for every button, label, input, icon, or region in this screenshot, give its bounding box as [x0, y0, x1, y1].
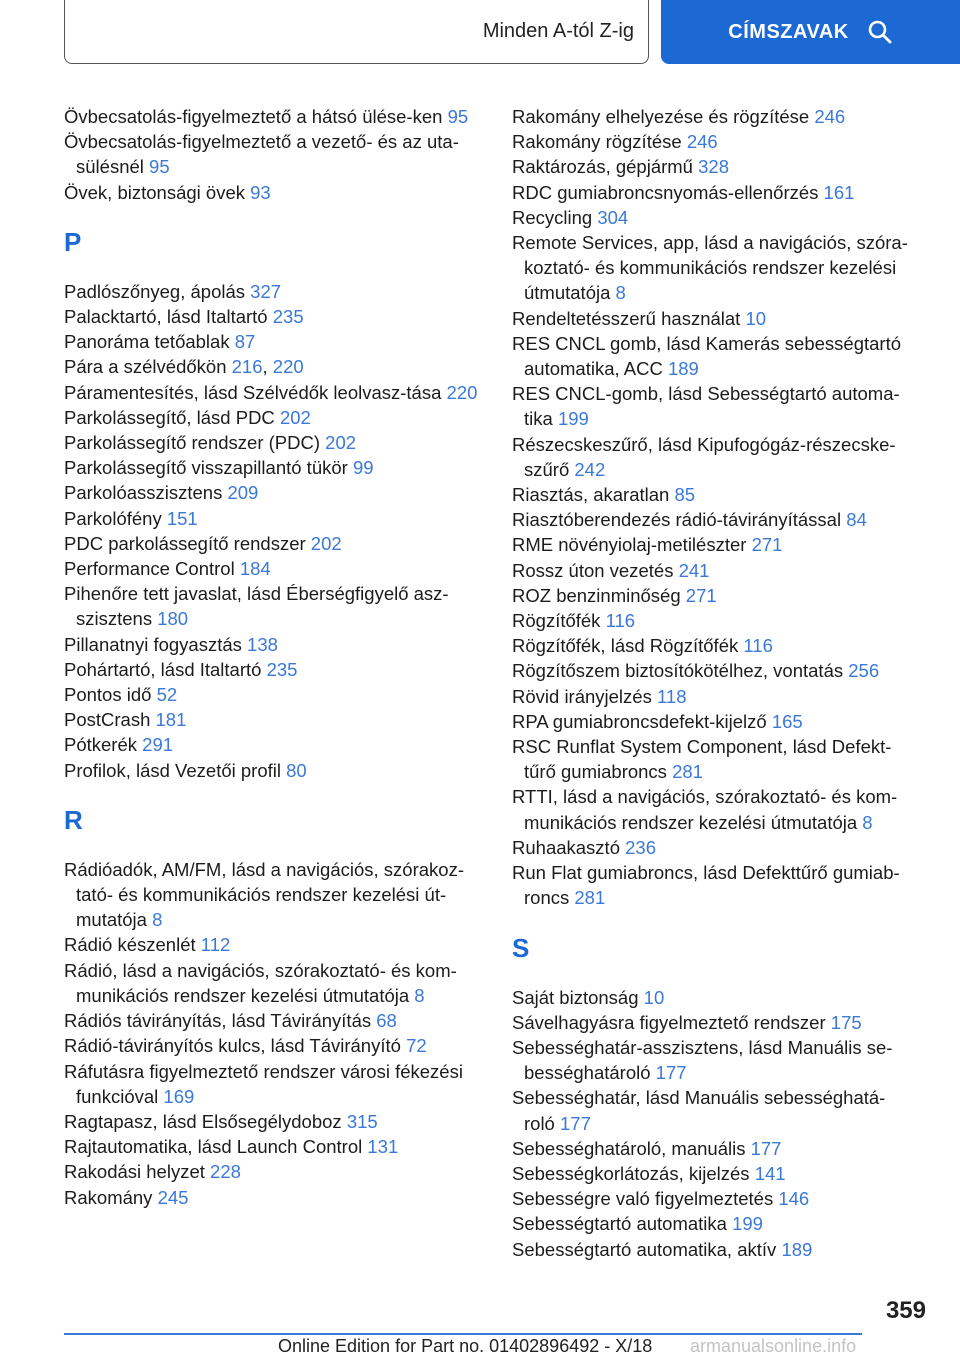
index-entry-text: Parkolássegítő visszapillantó tükör [64, 457, 348, 479]
index-entry [512, 734, 912, 784]
page-link[interactable]: 118 [656, 685, 687, 707]
page-link[interactable]: 241 [678, 559, 710, 581]
index-entry [512, 532, 912, 557]
index-entry [64, 1008, 484, 1033]
index-entry-text: Pillanatnyi fogyasztás [64, 633, 242, 655]
index-entry-text: Rossz úton vezetés [512, 559, 674, 581]
index-entry [512, 1237, 912, 1262]
index-entry [64, 958, 484, 1008]
index-entry-text: Részecskeszűrő, lásd Kipufogógáz-részecske-szűrő [512, 433, 896, 480]
index-entry [64, 329, 484, 354]
index-entry-text: ROZ benzinminőség [512, 584, 681, 606]
index-entry [512, 860, 912, 910]
page-link[interactable]: 281 [574, 887, 606, 909]
footer-divider [64, 1333, 862, 1335]
page-link[interactable]: 161 [823, 181, 855, 203]
index-entry-text: Rádió-távirányítós kulcs, lásd Távirányító [64, 1035, 401, 1057]
page-link[interactable]: 95 [447, 106, 469, 127]
index-entry [64, 1159, 484, 1184]
page-link[interactable]: 202 [310, 532, 342, 554]
index-entry-text: Riasztás, akaratlan [512, 484, 670, 506]
page-link[interactable]: 246 [686, 131, 718, 153]
page-link[interactable]: 112 [200, 934, 231, 956]
index-entry-text: Sebességtartó automatika [512, 1213, 727, 1235]
page-link[interactable]: 246 [814, 106, 846, 127]
page-link[interactable]: 199 [732, 1213, 763, 1235]
page-link[interactable]: 256 [848, 660, 880, 682]
index-entry-text: Páramentesítés, lásd Szélvédők leolvasz-tása [64, 381, 442, 403]
index-entry [512, 658, 912, 683]
page-link[interactable]: 116 [605, 610, 636, 632]
page-link[interactable]: 72 [406, 1035, 427, 1057]
index-entry [512, 709, 912, 734]
page-link[interactable]: 165 [771, 710, 803, 732]
index-entry [64, 279, 484, 304]
page-link[interactable]: 291 [142, 734, 174, 756]
index-entry [64, 1134, 484, 1159]
header-tab-a-z[interactable] [64, 0, 649, 64]
index-entry-text: RES CNCL gomb, lásd Kamerás sebességtartó automatika, ACC [512, 332, 902, 380]
search-label: CÍMSZAVAK [728, 20, 849, 43]
index-entry [64, 932, 484, 957]
index-entry: Pára a szélvédőkön 216, 220 [64, 356, 304, 378]
page-link[interactable]: 68 [376, 1010, 397, 1032]
index-entry [512, 608, 912, 633]
page-link[interactable]: 220 [446, 381, 478, 403]
index-entry [64, 104, 484, 129]
index-column-right [512, 104, 912, 1262]
index-entry-text: Padlószőnyeg, ápolás [64, 280, 246, 302]
page-link[interactable]: 10 [745, 307, 767, 329]
index-entry [512, 1186, 912, 1211]
page-link[interactable]: 209 [227, 482, 259, 504]
page-link[interactable]: 87 [234, 331, 256, 353]
index-entry [64, 430, 484, 455]
index-entry-text: Övek, biztonsági övek [64, 181, 245, 203]
section-letter: S [512, 932, 530, 963]
page-link[interactable]: 8 [414, 984, 425, 1006]
index-entry-text: Rádió, lásd a navigációs, szórakoztató- és kom-munikációs rendszer kezelési útmutatója [64, 959, 457, 1006]
page-link[interactable]: 146 [778, 1188, 810, 1210]
page-link[interactable]: 10 [643, 986, 665, 1008]
page-link[interactable]: 8 [862, 811, 873, 833]
index-entry-text: Parkolássegítő rendszer (PDC) [64, 432, 321, 454]
index-entry-text: Sávelhagyásra figyelmeztető rendszer [512, 1011, 826, 1033]
page-link[interactable]: 271 [751, 534, 783, 556]
page-link[interactable]: 180 [157, 608, 189, 630]
index-entry-text: Panoráma tetőablak [64, 331, 230, 353]
index-entry-text: Pohártartó, lásd Italtartó [64, 658, 262, 680]
page-link[interactable]: 189 [781, 1238, 813, 1260]
index-entry-text: Rakomány elhelyezése és rögzítése [512, 106, 810, 127]
index-entry-text: Parkolóasszisztens [64, 482, 223, 504]
index-entry [64, 180, 484, 205]
index-entry [64, 732, 484, 757]
page-link[interactable]: 228 [210, 1161, 241, 1183]
index-entry [512, 835, 912, 860]
index-entry-text: Rövid irányjelzés [512, 685, 652, 707]
page-link[interactable]: 202 [279, 406, 311, 428]
index-entry-text: Pótkerék [64, 734, 138, 756]
keyword-search-button[interactable] [661, 0, 960, 64]
index-entry-text: Rádióadók, AM/FM, lásd a navigációs, szórakoz-tató- és kommunikációs rendszer kezelési út-mutatója [64, 858, 464, 931]
index-entry-text: RES CNCL-gomb, lásd Sebességtartó automa-tika [512, 383, 900, 430]
page-link[interactable]: 216 [231, 356, 263, 378]
index-entry-text: RSC Runflat System Component, lásd Defekt-tűrő gumiabroncs [512, 736, 892, 783]
index-entry-text: Sebességre való figyelmeztetés [512, 1188, 774, 1210]
index-entry-text: RDC gumiabroncsnyomás-ellenőrzés [512, 181, 819, 203]
index-entry [64, 506, 484, 531]
index-entry-text: Run Flat gumiabroncs, lásd Defekttűrő gumiab-roncs [512, 862, 900, 909]
page-link[interactable]: 181 [155, 709, 187, 731]
index-entry-text: Performance Control [64, 558, 235, 580]
index-entry-text: Rögzítőszem biztosítókötélhez, vontatás [512, 660, 844, 682]
index-entry-text: Pára a szélvédőkön [64, 356, 227, 378]
index-entry [64, 531, 484, 556]
index-entry-text: Rakomány [64, 1186, 153, 1208]
index-entry [512, 1211, 912, 1236]
index-column-left [64, 104, 484, 1210]
page-link[interactable]: 245 [157, 1186, 189, 1208]
index-entry [512, 432, 912, 482]
index-entry [512, 230, 912, 306]
index-entry [512, 633, 912, 658]
section-letter: R [64, 804, 83, 835]
index-entry [512, 180, 912, 205]
index-entry [64, 857, 484, 933]
index-entry [512, 1035, 912, 1085]
index-entry [64, 657, 484, 682]
index-entry-text: Sebességkorlátozás, kijelzés [512, 1162, 750, 1184]
index-entry [512, 784, 912, 834]
index-entry-text: PDC parkolássegítő rendszer [64, 532, 306, 554]
index-entry-text: Profilok, lásd Vezetői profil [64, 759, 281, 781]
index-entry-text: Sebességhatár, lásd Manuális sebességhatá-roló [512, 1087, 886, 1134]
index-entry [512, 558, 912, 583]
index-entry-text: RTTI, lásd a navigációs, szórakoztató- és kom-munikációs rendszer kezelési útmutatója [512, 786, 898, 833]
index-entry-text: Pihenőre tett javaslat, lásd Éberségfigyelő asz-szisztens [64, 583, 449, 630]
index-entry-text: Rakomány rögzítése [512, 131, 682, 153]
index-entry-text: Raktározás, gépjármű [512, 156, 693, 178]
index-entry [512, 583, 912, 608]
index-entry-text: Rögzítőfék [512, 610, 601, 632]
header-tab-label: Minden A-tól Z-ig [482, 20, 634, 42]
index-entry-text: Palacktartó, lásd Italtartó [64, 306, 268, 328]
index-entry-text: Pontos idő [64, 684, 152, 706]
index-entry [64, 556, 484, 581]
index-entry-text: Ragtapasz, lásd Elsősegélydoboz [64, 1110, 342, 1132]
watermark: armanualsonline.info [690, 1336, 857, 1356]
index-entry [64, 632, 484, 657]
index-entry [64, 480, 484, 505]
index-entry [512, 129, 912, 154]
index-entry [512, 1136, 912, 1161]
page-link[interactable]: 184 [239, 558, 271, 580]
index-entry [512, 507, 912, 532]
index-entry-text: RME növényiolaj-metilészter [512, 534, 747, 556]
index-entry-text: PostCrash [64, 709, 151, 731]
index-entry [512, 381, 912, 431]
page-link[interactable]: 141 [754, 1162, 786, 1184]
index-entry [64, 1185, 484, 1210]
page-link[interactable]: 242 [574, 458, 606, 480]
index-entry-text: Ráfutásra figyelmeztető rendszer városi fékezési funkcióval [64, 1060, 463, 1107]
index-entry [64, 1109, 484, 1134]
page-link[interactable]: 151 [166, 507, 198, 529]
index-entry-text: Parkolássegítő, lásd PDC [64, 406, 275, 428]
index-entry-text: Rádiós távirányítás, lásd Távirányítás [64, 1010, 372, 1032]
page-link[interactable]: 189 [667, 358, 699, 380]
page-link[interactable]: 327 [250, 280, 282, 302]
index-entry-text: RPA gumiabroncsdefekt-kijelző [512, 710, 767, 732]
page-link[interactable]: 175 [830, 1011, 862, 1033]
page-link[interactable]: 8 [152, 909, 163, 931]
index-entry-text: Recycling [512, 206, 593, 228]
page-link[interactable]: 304 [597, 206, 629, 228]
index-entry-text: Sebességhatár-asszisztens, lásd Manuális se-bességhatároló [512, 1036, 893, 1084]
page-link[interactable]: 80 [286, 759, 307, 781]
index-entry-text: Sebességhatároló, manuális [512, 1137, 746, 1159]
page-link[interactable]: 95 [149, 156, 170, 178]
index-entry [512, 306, 912, 331]
index-entry [512, 104, 912, 129]
page-number: 359 [885, 1297, 926, 1324]
index-entry-text: Saját biztonság [512, 986, 639, 1008]
index-entry [64, 304, 484, 329]
index-entry-text: Rendeltetésszerű használat [512, 307, 741, 329]
index-entry [64, 682, 484, 707]
page-link[interactable]: 84 [846, 509, 867, 531]
page-link[interactable]: 199 [557, 408, 589, 430]
page-link[interactable]: 281 [672, 761, 703, 783]
index-entry [512, 482, 912, 507]
page-link[interactable]: 271 [685, 584, 717, 606]
index-entry-text: Rajtautomatika, lásd Launch Control [64, 1136, 363, 1158]
page-link[interactable]: 235 [266, 658, 298, 680]
index-entry [512, 205, 912, 230]
page-link[interactable]: 235 [272, 306, 304, 328]
page-link[interactable]: 202 [325, 432, 357, 454]
index-entry [64, 758, 484, 783]
index-entry-text: Rögzítőfék, lásd Rögzítőfék [512, 635, 739, 657]
page-link[interactable]: 8 [615, 282, 626, 304]
footer-edition: Online Edition for Part no. 01402896492 - X/18 [278, 1336, 653, 1356]
index-entry-text: Övbecsatolás-figyelmeztető a vezető- és az uta-sülésnél [64, 131, 459, 178]
index-entry [64, 455, 484, 480]
index-entry-text: Övbecsatolás-figyelmeztető a hátsó ülése-ken [64, 106, 443, 127]
page-link[interactable]: 52 [156, 684, 178, 706]
search-icon [867, 19, 893, 45]
index-entry-text: Remote Services, app, lásd a navigációs, szóra-koztató- és kommunikációs rendszer kezelési útmutatója [512, 232, 908, 304]
index-entry [64, 707, 484, 732]
index-entry [512, 1010, 912, 1035]
index-entry [512, 684, 912, 709]
page-link[interactable]: 93 [250, 181, 271, 203]
page-link[interactable]: 177 [560, 1112, 591, 1134]
index-entry [512, 154, 912, 179]
page-link[interactable]: 85 [674, 484, 696, 506]
index-entry [64, 581, 484, 631]
index-entry [512, 331, 912, 381]
page-link[interactable]: 99 [352, 457, 374, 479]
page-link[interactable]: 177 [750, 1137, 782, 1159]
index-entry-text: Riasztóberendezés rádió-távirányítással [512, 509, 842, 531]
index-entry [64, 405, 484, 430]
index-entry [512, 985, 912, 1010]
page-link[interactable]: 328 [698, 156, 729, 178]
index-entry [512, 1161, 912, 1186]
page-link[interactable]: 116 [743, 635, 773, 657]
index-entry [64, 1033, 484, 1058]
page-link[interactable]: 177 [655, 1062, 687, 1084]
section-letter: P [64, 226, 82, 257]
page-link[interactable]: 220 [272, 356, 304, 378]
index-entry [512, 1085, 912, 1135]
page-link[interactable]: 138 [247, 633, 278, 655]
index-entry-text: Ruhaakasztó [512, 836, 620, 858]
page-link[interactable]: 131 [367, 1136, 399, 1158]
index-entry-text: Rakodási helyzet [64, 1161, 205, 1183]
page-link[interactable]: 236 [625, 836, 656, 858]
index-entry-text: Rádió készenlét [64, 934, 196, 956]
page-link[interactable]: 315 [346, 1110, 378, 1132]
index-entry-text: Sebességtartó automatika, aktív [512, 1238, 777, 1260]
page-link[interactable]: 169 [163, 1085, 195, 1107]
index-entry-text: Parkolófény [64, 507, 162, 529]
index-entry [64, 1059, 484, 1109]
index-entry [64, 129, 484, 179]
index-entry [64, 380, 484, 405]
